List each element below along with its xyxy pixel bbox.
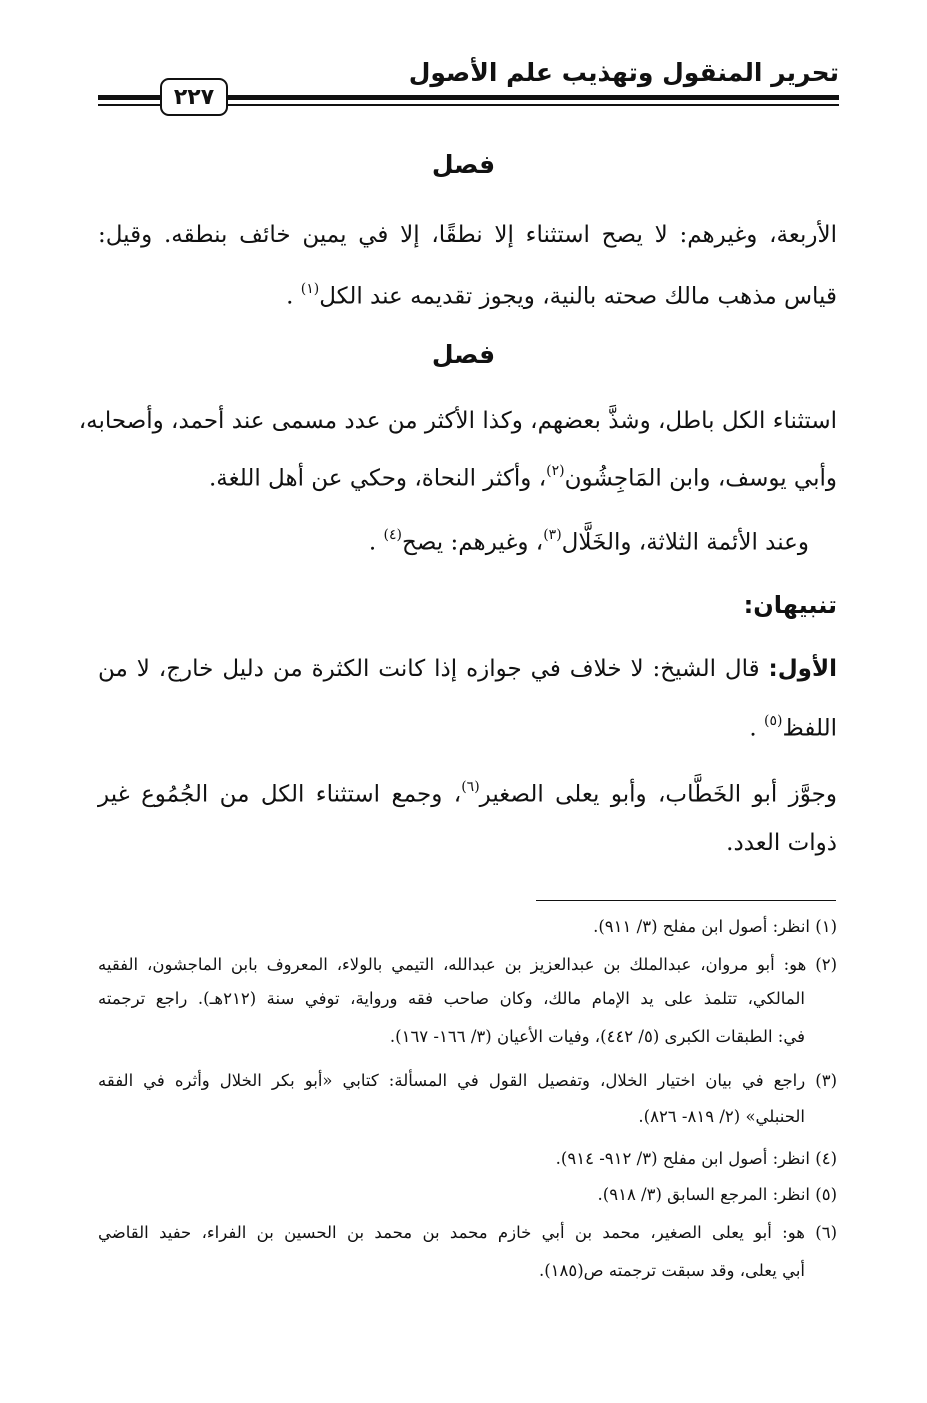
- footnote-4: (٤) انظر: أصول ابن مفلح (٣/ ٩١٢- ٩١٤).: [555, 1149, 837, 1168]
- footnote-5: (٥) انظر: المرجع السابق (٣/ ٩١٨).: [597, 1185, 837, 1204]
- footnote-6-line: (٦) هو: أبو يعلى الصغير، محمد بن أبي خازم محمد بن محمد بن الحسين بن الفراء، حفيد القاضي: [98, 1223, 837, 1242]
- footnote-3-line: الحنبلي» (٢/ ٨١٩- ٨٢٦).: [638, 1107, 805, 1126]
- page-number-text: ٢٢٧: [173, 84, 215, 110]
- footnote-1: (١) انظر: أصول ابن مفلح (٣/ ٩١١).: [593, 917, 837, 936]
- paragraph-text: ، وجمع استثناء الكل من الجُمُوع غير: [98, 781, 462, 808]
- first-label: الأول:: [768, 656, 837, 682]
- footnote-ref: (٣): [543, 527, 562, 543]
- running-title: تحرير المنقول وتهذيب علم الأصول: [408, 58, 839, 87]
- paragraph-line: استثناء الكل باطل، وشذَّ بعضهم، وكذا الأكثر من عدد مسمى عند أحمد، وأصحابه،: [78, 408, 837, 434]
- footnote-ref: (٦): [461, 779, 480, 795]
- section-heading-2: فصل: [431, 340, 496, 369]
- paragraph-line: [98, 652, 837, 686]
- paragraph-line: [209, 456, 837, 496]
- paragraph-line: [286, 274, 837, 314]
- sentence-end: .: [368, 529, 377, 556]
- paragraph-text: اللفظ: [782, 715, 837, 742]
- paragraph-line: الأربعة، وغيرهم: لا يصح استثناء إلا نطقًا، إلا في يمين خائف بنطقه. وقيل:: [98, 222, 837, 248]
- footnote-ref: (٥): [764, 713, 783, 729]
- paragraph-text: ، وأكثر النحاة، وحكي عن أهل اللغة.: [208, 465, 547, 492]
- footnote-ref: (٤): [383, 527, 402, 543]
- subheading-tanbihan: تنبيهان:: [743, 591, 837, 619]
- footnote-2-line: (٢) هو: أبو مروان، عبدالملك بن عبدالعزيز بن عبدالله، التيمي بالولاء، المعروف بابن الماجشون، الفقيه: [98, 955, 837, 974]
- footnote-2-line: في: الطبقات الكبرى (٥/ ٤٤٢)، وفيات الأعيان (٣/ ١٦٦- ١٦٧).: [389, 1027, 805, 1046]
- paragraph-line: ذوات العدد.: [726, 830, 837, 856]
- paragraph-line: [369, 520, 809, 560]
- sentence-end: .: [286, 283, 294, 310]
- paragraph-line: [749, 706, 837, 746]
- sentence-end: .: [749, 715, 757, 742]
- paragraph-text: قال الشيخ: لا خلاف في جوازه إذا كانت الكثرة من دليل خارج، لا من: [98, 656, 769, 682]
- paragraph-line: [98, 772, 837, 812]
- paragraph-text: ، وغيرهم: يصح: [402, 529, 544, 556]
- footnote-ref: (١): [300, 281, 320, 297]
- paragraph-text: وجوَّز أبو الخَطَّاب، وأبو يعلى الصغير: [479, 781, 837, 808]
- footnote-2-line: المالكي، تتلمذ على يد الإمام مالك، وكان صاحب فقه ورواية، توفي سنة (٢١٢هـ). راجع ترجمته: [98, 989, 805, 1008]
- footnote-3-line: (٣) راجع في بيان اختيار الخلال، وتفصيل القول في المسألة: كتابي «أبو بكر الخلال وأثره في الفقه: [98, 1071, 837, 1090]
- section-heading-1: فصل: [431, 150, 496, 179]
- paragraph-text: قياس مذهب مالك صحته بالنية، ويجوز تقديمه عند الكل: [319, 283, 837, 310]
- footnote-ref: (٢): [546, 463, 565, 479]
- footnote-6-line: أبي يعلى، وقد سبقت ترجمته ص(١٨٥).: [538, 1261, 805, 1280]
- footnote-separator: [536, 900, 836, 901]
- paragraph-text: وعند الأئمة الثلاثة، والخَلَّال: [561, 529, 809, 556]
- page-number: [160, 78, 228, 116]
- paragraph-text: وأبي يوسف، وابن المَاجِشُون: [564, 465, 837, 492]
